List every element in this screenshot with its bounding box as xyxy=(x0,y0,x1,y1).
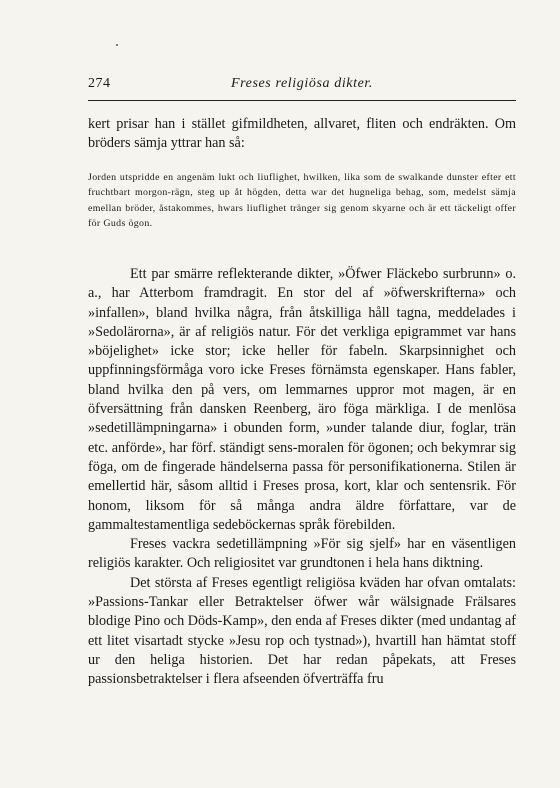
page-header xyxy=(88,76,516,98)
header-rule xyxy=(88,100,516,101)
main-text xyxy=(88,265,516,690)
page-number: 274 xyxy=(88,76,111,91)
quoted-passage: Jorden utspridde en angenäm lukt och liuflighet, hwilken, lika som de swalkande dunster efter ett fruchtbart morgon-rägn, steg up åt högden, detta war det hugneliga behag, som, medelst sämja emellan bröder, åstakommes, hwars liuflighet tränger sig genom skyarne och är ett täckeligt offer för Guds ögon. xyxy=(88,172,516,230)
paragraph-moral-application: Freses vackra sedetillämpning »För sig sjelf» har en väsentligen religiös karakter. Och religiositet var grundtonen i hela hans diktning. xyxy=(88,536,516,572)
paragraph-passion-thoughts: Det största af Freses egentligt religiösa kväden har ofvan omtalats: »Passions-Tankar eller Betraktelser öfwer wår wälsignade Frälsares blodige Pino och Döds-Kamp», den enda af Freses dikter (med undantag af ett litet visartadt stycke »Jesu rop och tystnad»), hvartill han hämtat stoff ur den heliga historien. Det har redan påpekats, att Freses passionsbetraktelser i flera afseenden öfverträffa fru xyxy=(88,574,516,688)
running-title: Freses religiösa dikter. xyxy=(230,76,374,91)
intro-paragraph: kert prisar han i stället gifmildheten, allvaret, fliten och endräkten. Om bröders sämja yttrar han så: xyxy=(88,116,516,152)
print-speck xyxy=(116,44,118,46)
paragraph-reflective-poems: Ett par smärre reflekterande dikter, »Öfwer Fläckebo surbrunn» o. a., har Atterbom framdragit. En stor del af »öfwerskrifterna» och »infallen», bland hvilka några, från åtskilliga håll tagna, meddelades i »Sedolärorna», är af religiös natur. För det verkliga epigrammet var hans »böjelighet» icke stor; icke heller för fabeln. Skarpsinnighet och uppfinningsförmåga voro icke Freses förnämsta egenskaper. Hans fabler, bland hvilka den på vers, om lemmarnes uppror mot magen, är en öfversättning från dansken Reenberg, äro föga märkliga. I de menlösa »sedetillämpningarna» i obunden form, »under talande diur, foglar, trän etc. anförde», har förf. ständigt sens-moralen för ögonen; och bekymrar sig föga, om de fingerade händelserna passa för personifikationerna. Stilen är emellertid här, såsom alltid i Freses prosa, kort, klar och sentensrik. För honom, liksom för så många andra äldre författare, var de gammaltestamentliga sedeböckernas språk förebilden. xyxy=(88,266,516,533)
